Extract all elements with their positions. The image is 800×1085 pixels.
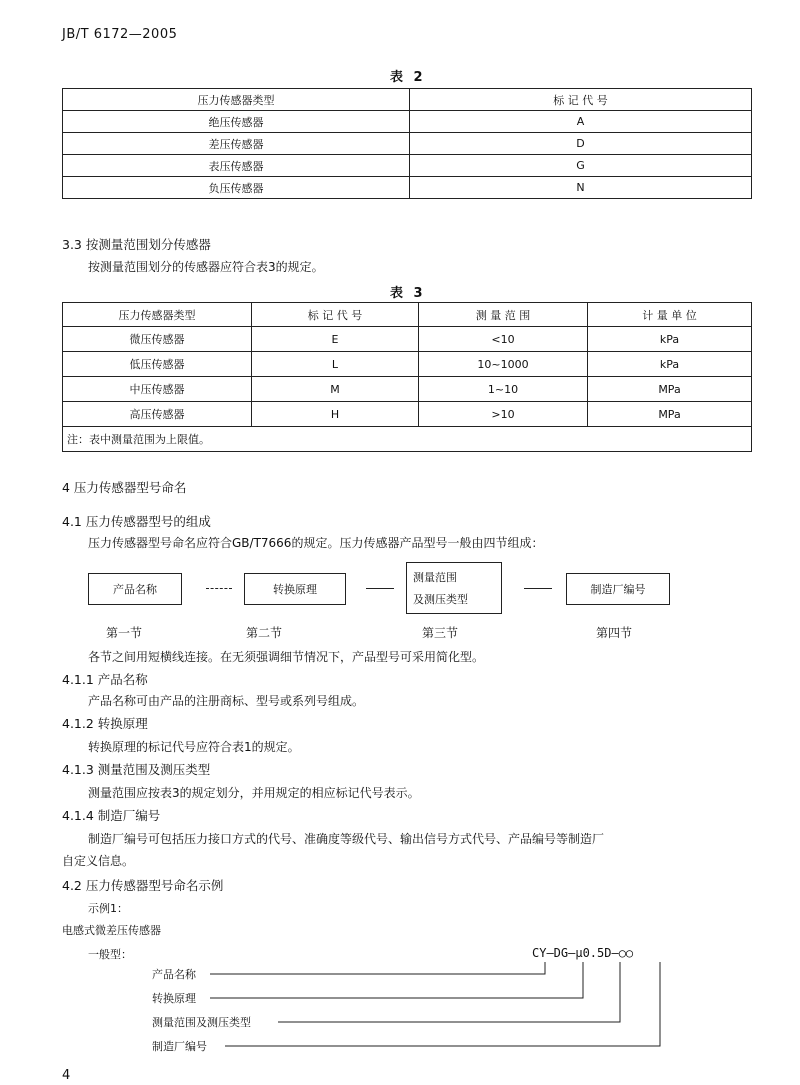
table-cell: 高压传感器 xyxy=(63,402,252,427)
section-4-1-4-text: 制造厂编号可包括压力接口方式的代号、准确度等级代号、输出信号方式代号、产品编号等制造厂 xyxy=(88,832,605,846)
example-general: 一般型： xyxy=(88,948,132,961)
document-id: JB/T 6172—2005 xyxy=(62,27,178,42)
table-header-cell: 压力传感器类型 xyxy=(63,89,410,111)
diagram-box-line: 及测压类型 xyxy=(413,593,468,606)
table-cell: MPa xyxy=(588,402,752,427)
section-4-1-2-text: 转换原理的标记代号应符合表1的规定。 xyxy=(88,740,300,754)
table3-caption: 表 3 xyxy=(390,286,426,301)
table-cell: 表压传感器 xyxy=(63,155,410,177)
table-cell: N xyxy=(410,177,752,199)
diagram-label-2: 第二节 xyxy=(246,626,283,640)
table-cell: 10~1000 xyxy=(419,352,588,377)
table-cell: MPa xyxy=(588,377,752,402)
table-cell: 中压传感器 xyxy=(63,377,252,402)
section-4-1-1-text: 产品名称可由产品的注册商标、型号或系列号组成。 xyxy=(88,694,365,708)
code-part-label: 转换原理 xyxy=(152,992,196,1005)
table-header-cell: 测 量 范 围 xyxy=(419,303,588,327)
table-cell: kPa xyxy=(588,352,752,377)
code-part-label: 制造厂编号 xyxy=(152,1040,207,1053)
code-part-label: 测量范围及测压类型 xyxy=(152,1016,251,1029)
example-model-code: CY—DG—μ0.5D—○○ xyxy=(532,946,634,960)
leader-line-manufacturer-number xyxy=(225,962,660,1046)
diagram-note: 各节之间用短横线连接。在无须强调细节情况下，产品型号可采用简化型。 xyxy=(88,650,485,664)
table-cell: >10 xyxy=(419,402,588,427)
section-4-1-3-text: 测量范围应按表3的规定划分，并用规定的相应标记代号表示。 xyxy=(88,786,420,800)
section-4-1-text: 压力传感器型号命名应符合GB/T7666的规定。压力传感器产品型号一般由四节组成： xyxy=(88,536,544,550)
table-header-cell: 标 记 代 号 xyxy=(410,89,752,111)
table-cell: 1~10 xyxy=(419,377,588,402)
diagram-box-product-name: 产品名称 xyxy=(88,573,182,605)
table-header-cell: 计 量 单 位 xyxy=(588,303,752,327)
section-4-1-3-heading: 4.1.3 测量范围及测压类型 xyxy=(62,762,211,777)
section-4-1-4-heading: 4.1.4 制造厂编号 xyxy=(62,808,161,823)
diagram-label-3: 第三节 xyxy=(422,626,459,640)
table-cell: 低压传感器 xyxy=(63,352,252,377)
table-cell: <10 xyxy=(419,327,588,352)
section-4-heading: 4 压力传感器型号命名 xyxy=(62,480,187,495)
diagram-box-line: 测量范围 xyxy=(413,571,457,584)
table-cell: 负压传感器 xyxy=(63,177,410,199)
table-cell: H xyxy=(252,402,419,427)
table-cell: M xyxy=(252,377,419,402)
table-cell: L xyxy=(252,352,419,377)
leader-line-conversion-principle xyxy=(210,962,583,998)
table2-caption: 表 2 xyxy=(390,70,426,85)
section-3-3-heading: 3.3 按测量范围划分传感器 xyxy=(62,237,211,252)
table-cell: 差压传感器 xyxy=(63,133,410,155)
diagram-label-1: 第一节 xyxy=(106,626,143,640)
section-4-1-2-heading: 4.1.2 转换原理 xyxy=(62,716,148,731)
table-cell: A xyxy=(410,111,752,133)
table-header-cell: 标 记 代 号 xyxy=(252,303,419,327)
table-cell: E xyxy=(252,327,419,352)
table-cell: G xyxy=(410,155,752,177)
example-label: 示例1： xyxy=(88,902,128,915)
table-note: 注：表中测量范围为上限值。 xyxy=(63,427,752,452)
diagram-box-manufacturer-number: 制造厂编号 xyxy=(566,573,670,605)
page-number: 4 xyxy=(62,1068,71,1083)
table-cell: D xyxy=(410,133,752,155)
section-4-2-heading: 4.2 压力传感器型号命名示例 xyxy=(62,878,224,893)
leader-line-measuring-range xyxy=(278,962,620,1022)
diagram-box-conversion-principle: 转换原理 xyxy=(244,573,346,605)
section-4-1-1-heading: 4.1.1 产品名称 xyxy=(62,672,148,687)
table-cell: 微压传感器 xyxy=(63,327,252,352)
code-part-label: 产品名称 xyxy=(152,968,196,981)
section-3-3-text: 按测量范围划分的传感器应符合表3的规定。 xyxy=(88,260,324,274)
table-cell: 绝压传感器 xyxy=(63,111,410,133)
section-4-1-4-text-cont: 自定义信息。 xyxy=(62,854,135,868)
table-cell: kPa xyxy=(588,327,752,352)
example-subject: 电感式微差压传感器 xyxy=(62,924,161,937)
section-4-1-heading: 4.1 压力传感器型号的组成 xyxy=(62,514,211,529)
leader-line-product-name xyxy=(210,962,545,974)
table-header-cell: 压力传感器类型 xyxy=(63,303,252,327)
diagram-label-4: 第四节 xyxy=(596,626,633,640)
